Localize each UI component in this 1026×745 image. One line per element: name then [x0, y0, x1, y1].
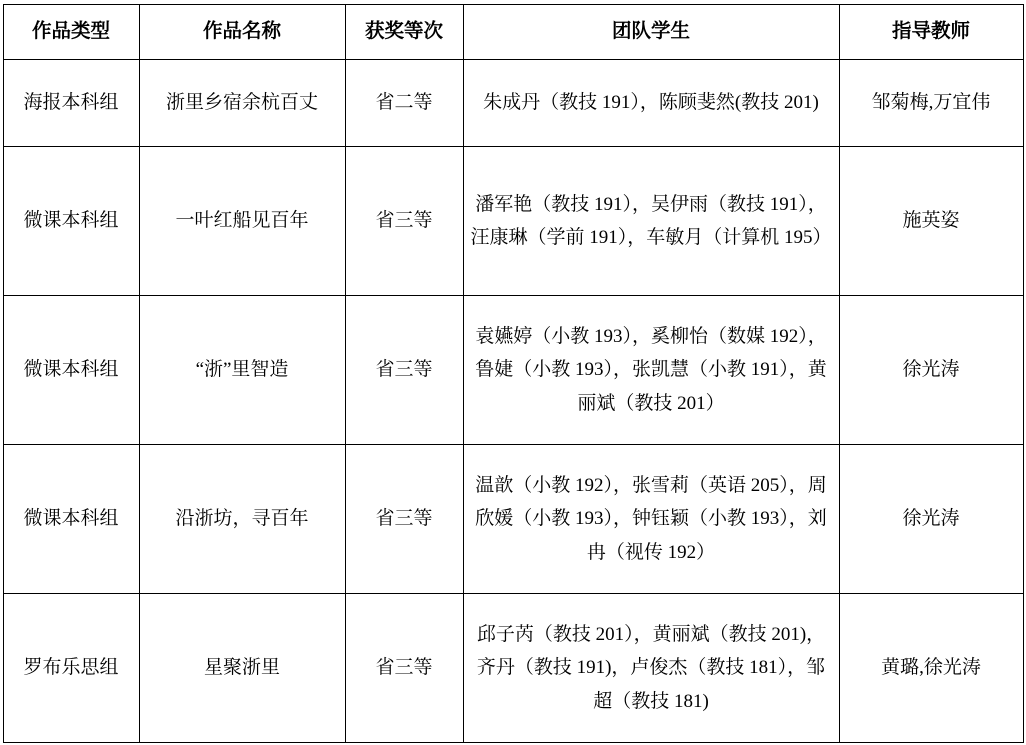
column-header-team: 团队学生	[463, 5, 839, 60]
cell-teacher: 徐光涛	[839, 296, 1023, 445]
cell-level: 省三等	[345, 445, 463, 594]
award-table	[3, 4, 1024, 743]
cell-level: 省三等	[345, 147, 463, 296]
cell-type: 微课本科组	[3, 147, 139, 296]
cell-team: 袁嬿婷（小教 193），奚柳怡（数媒 192），鲁婕（小教 193），张凯慧（小教 191），黄丽斌（教技 201）	[463, 296, 839, 445]
cell-name: 一叶红船见百年	[139, 147, 345, 296]
cell-teacher: 黄璐,徐光涛	[839, 594, 1023, 743]
cell-name: 星聚浙里	[139, 594, 345, 743]
cell-name: 沿浙坊，寻百年	[139, 445, 345, 594]
column-header-level: 获奖等次	[345, 5, 463, 60]
cell-type: 微课本科组	[3, 296, 139, 445]
table-row	[3, 296, 1023, 445]
cell-team: 温歆（小教 192），张雪莉（英语 205），周欣媛（小教 193），钟钰颖（小教 193），刘冉（视传 192）	[463, 445, 839, 594]
cell-team: 潘军艳（教技 191），吴伊雨（教技 191），汪康琳（学前 191），车敏月（计算机 195）	[463, 147, 839, 296]
table-row	[3, 147, 1023, 296]
table-body	[3, 60, 1023, 743]
table-row	[3, 445, 1023, 594]
cell-type: 海报本科组	[3, 60, 139, 147]
table-header	[3, 5, 1023, 60]
column-header-type: 作品类型	[3, 5, 139, 60]
cell-name: 浙里乡宿余杭百丈	[139, 60, 345, 147]
cell-type: 微课本科组	[3, 445, 139, 594]
column-header-teacher: 指导教师	[839, 5, 1023, 60]
table-row	[3, 60, 1023, 147]
table-row	[3, 594, 1023, 743]
cell-team: 朱成丹（教技 191），陈顾斐然(教技 201)	[463, 60, 839, 147]
header-row	[3, 5, 1023, 60]
cell-teacher: 施英姿	[839, 147, 1023, 296]
cell-level: 省三等	[345, 296, 463, 445]
column-header-name: 作品名称	[139, 5, 345, 60]
cell-teacher: 邹菊梅,万宜伟	[839, 60, 1023, 147]
cell-name: “浙”里智造	[139, 296, 345, 445]
cell-level: 省三等	[345, 594, 463, 743]
cell-team: 邱子芮（教技 201），黄丽斌（教技 201)，齐丹（教技 191)，卢俊杰（教技 181），邹超（教技 181)	[463, 594, 839, 743]
cell-type: 罗布乐思组	[3, 594, 139, 743]
cell-level: 省二等	[345, 60, 463, 147]
cell-teacher: 徐光涛	[839, 445, 1023, 594]
